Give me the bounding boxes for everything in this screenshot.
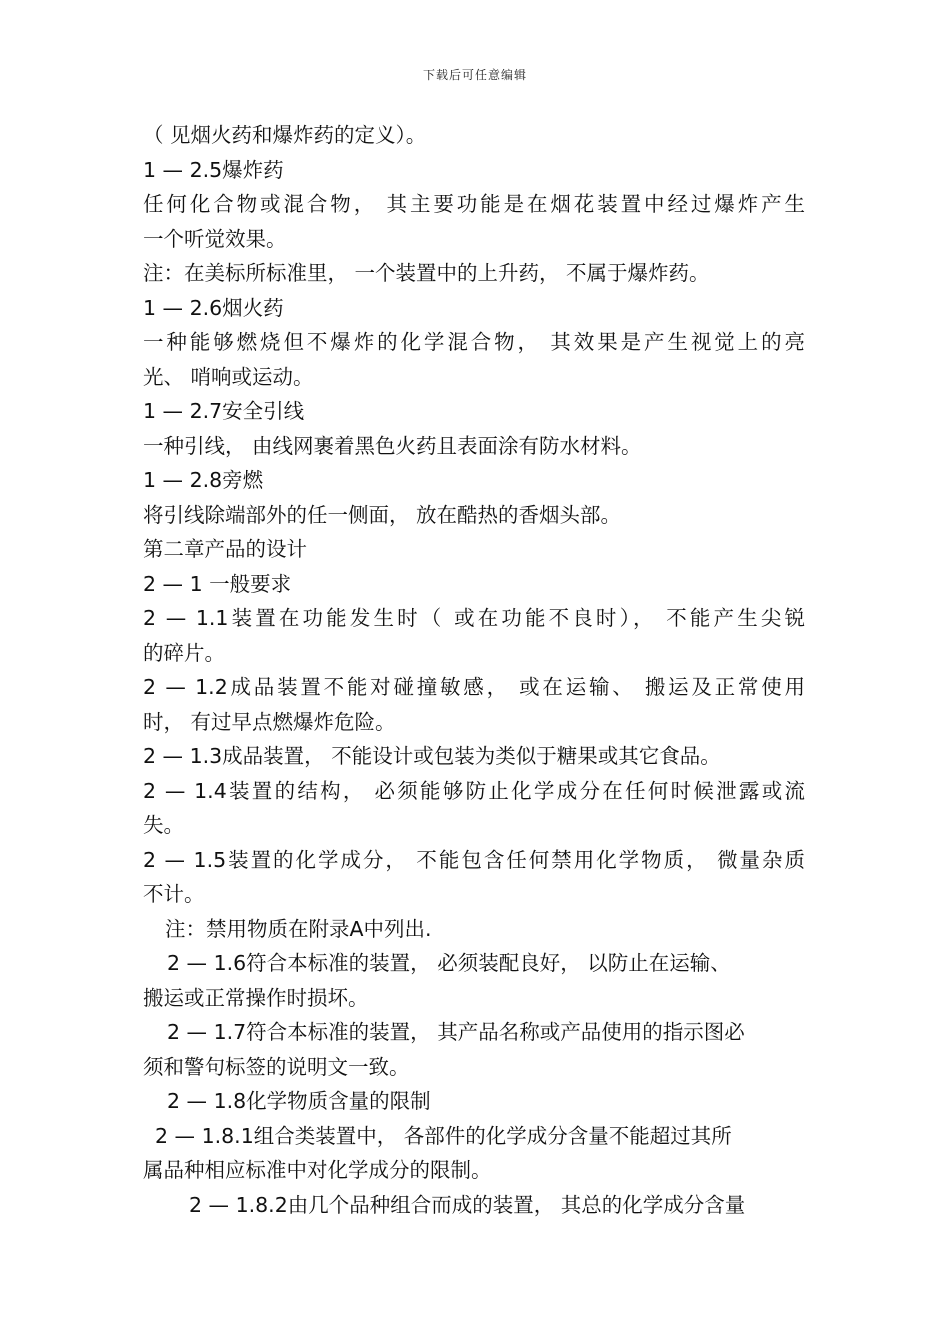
text-line: 2 — 1.4装置的结构， 必须能够防止化学成分在任何时候泄露或流 xyxy=(143,778,805,803)
text-line: 2 — 1.6符合本标准的装置， 必须装配良好， 以防止在运输、 xyxy=(167,951,731,975)
text-line: （ 见烟火药和爆炸药的定义）。 xyxy=(143,123,427,147)
text-line: 不计。 xyxy=(143,882,205,906)
text-line: 失。 xyxy=(143,813,184,837)
text-line: 2 — 1.8.1组合类装置中， 各部件的化学成分含量不能超过其所 xyxy=(155,1123,732,1148)
section-heading: 2 — 1 一般要求 xyxy=(143,571,292,596)
note-line: 注：在美标所标准里， 一个装置中的上升药， 不属于爆炸药。 xyxy=(143,261,710,285)
text-line: 属品种相应标准中对化学成分的限制。 xyxy=(143,1158,492,1182)
text-line: 一种能够燃烧但不爆炸的化学混合物， 其效果是产生视觉上的亮 xyxy=(143,330,805,354)
text-line: 2 — 1.5装置的化学成分， 不能包含任何禁用化学物质， 微量杂质 xyxy=(143,847,805,872)
text-line: 一种引线， 由线网裹着黑色火药且表面涂有防水材料。 xyxy=(143,433,642,458)
text-line: 2 — 1.8.2由几个品种组合而成的装置， 其总的化学成分含量 xyxy=(189,1192,746,1217)
text-line: 将引线除端部外的任一侧面， 放在酷热的香烟头部。 xyxy=(143,502,622,527)
section-heading: 1 — 2.8旁燃 xyxy=(143,468,264,492)
document-body xyxy=(143,118,813,1222)
text-line: 2 — 1.1装置在功能发生时（ 或在功能不良时）， 不能产生尖锐 xyxy=(143,606,805,630)
text-line: 2 — 1.3成品装置， 不能设计或包装为类似于糖果或其它食品。 xyxy=(143,744,721,768)
text-line: 一个听觉效果。 xyxy=(143,226,287,251)
section-heading: 1 — 2.5爆炸药 xyxy=(143,157,284,182)
note-line: 注：禁用物质在附录A中列出. xyxy=(165,916,432,941)
section-heading: 1 — 2.7安全引线 xyxy=(143,399,305,423)
text-line: 的碎片。 xyxy=(143,640,225,665)
section-heading: 1 — 2.6烟火药 xyxy=(143,295,284,320)
page-header: 下载后可任意编辑 xyxy=(422,68,527,82)
section-heading: 2 — 1.8化学物质含量的限制 xyxy=(167,1089,431,1113)
text-line: 光、 哨响或运动。 xyxy=(143,364,314,389)
text-line: 时， 有过早点燃爆炸危险。 xyxy=(143,709,396,734)
text-line: 2 — 1.2成品装置不能对碰撞敏感， 或在运输、 搬运及正常使用 xyxy=(143,675,805,699)
text-line: 任何化合物或混合物， 其主要功能是在烟花装置中经过爆炸产生 xyxy=(143,192,805,216)
text-line: 搬运或正常操作时损坏。 xyxy=(143,985,369,1010)
text-line: 2 — 1.7符合本标准的装置， 其产品名称或产品使用的指示图必 xyxy=(167,1020,745,1044)
text-line: 须和警句标签的说明文一致。 xyxy=(143,1054,410,1079)
chapter-heading: 第二章产品的设计 xyxy=(143,537,307,561)
